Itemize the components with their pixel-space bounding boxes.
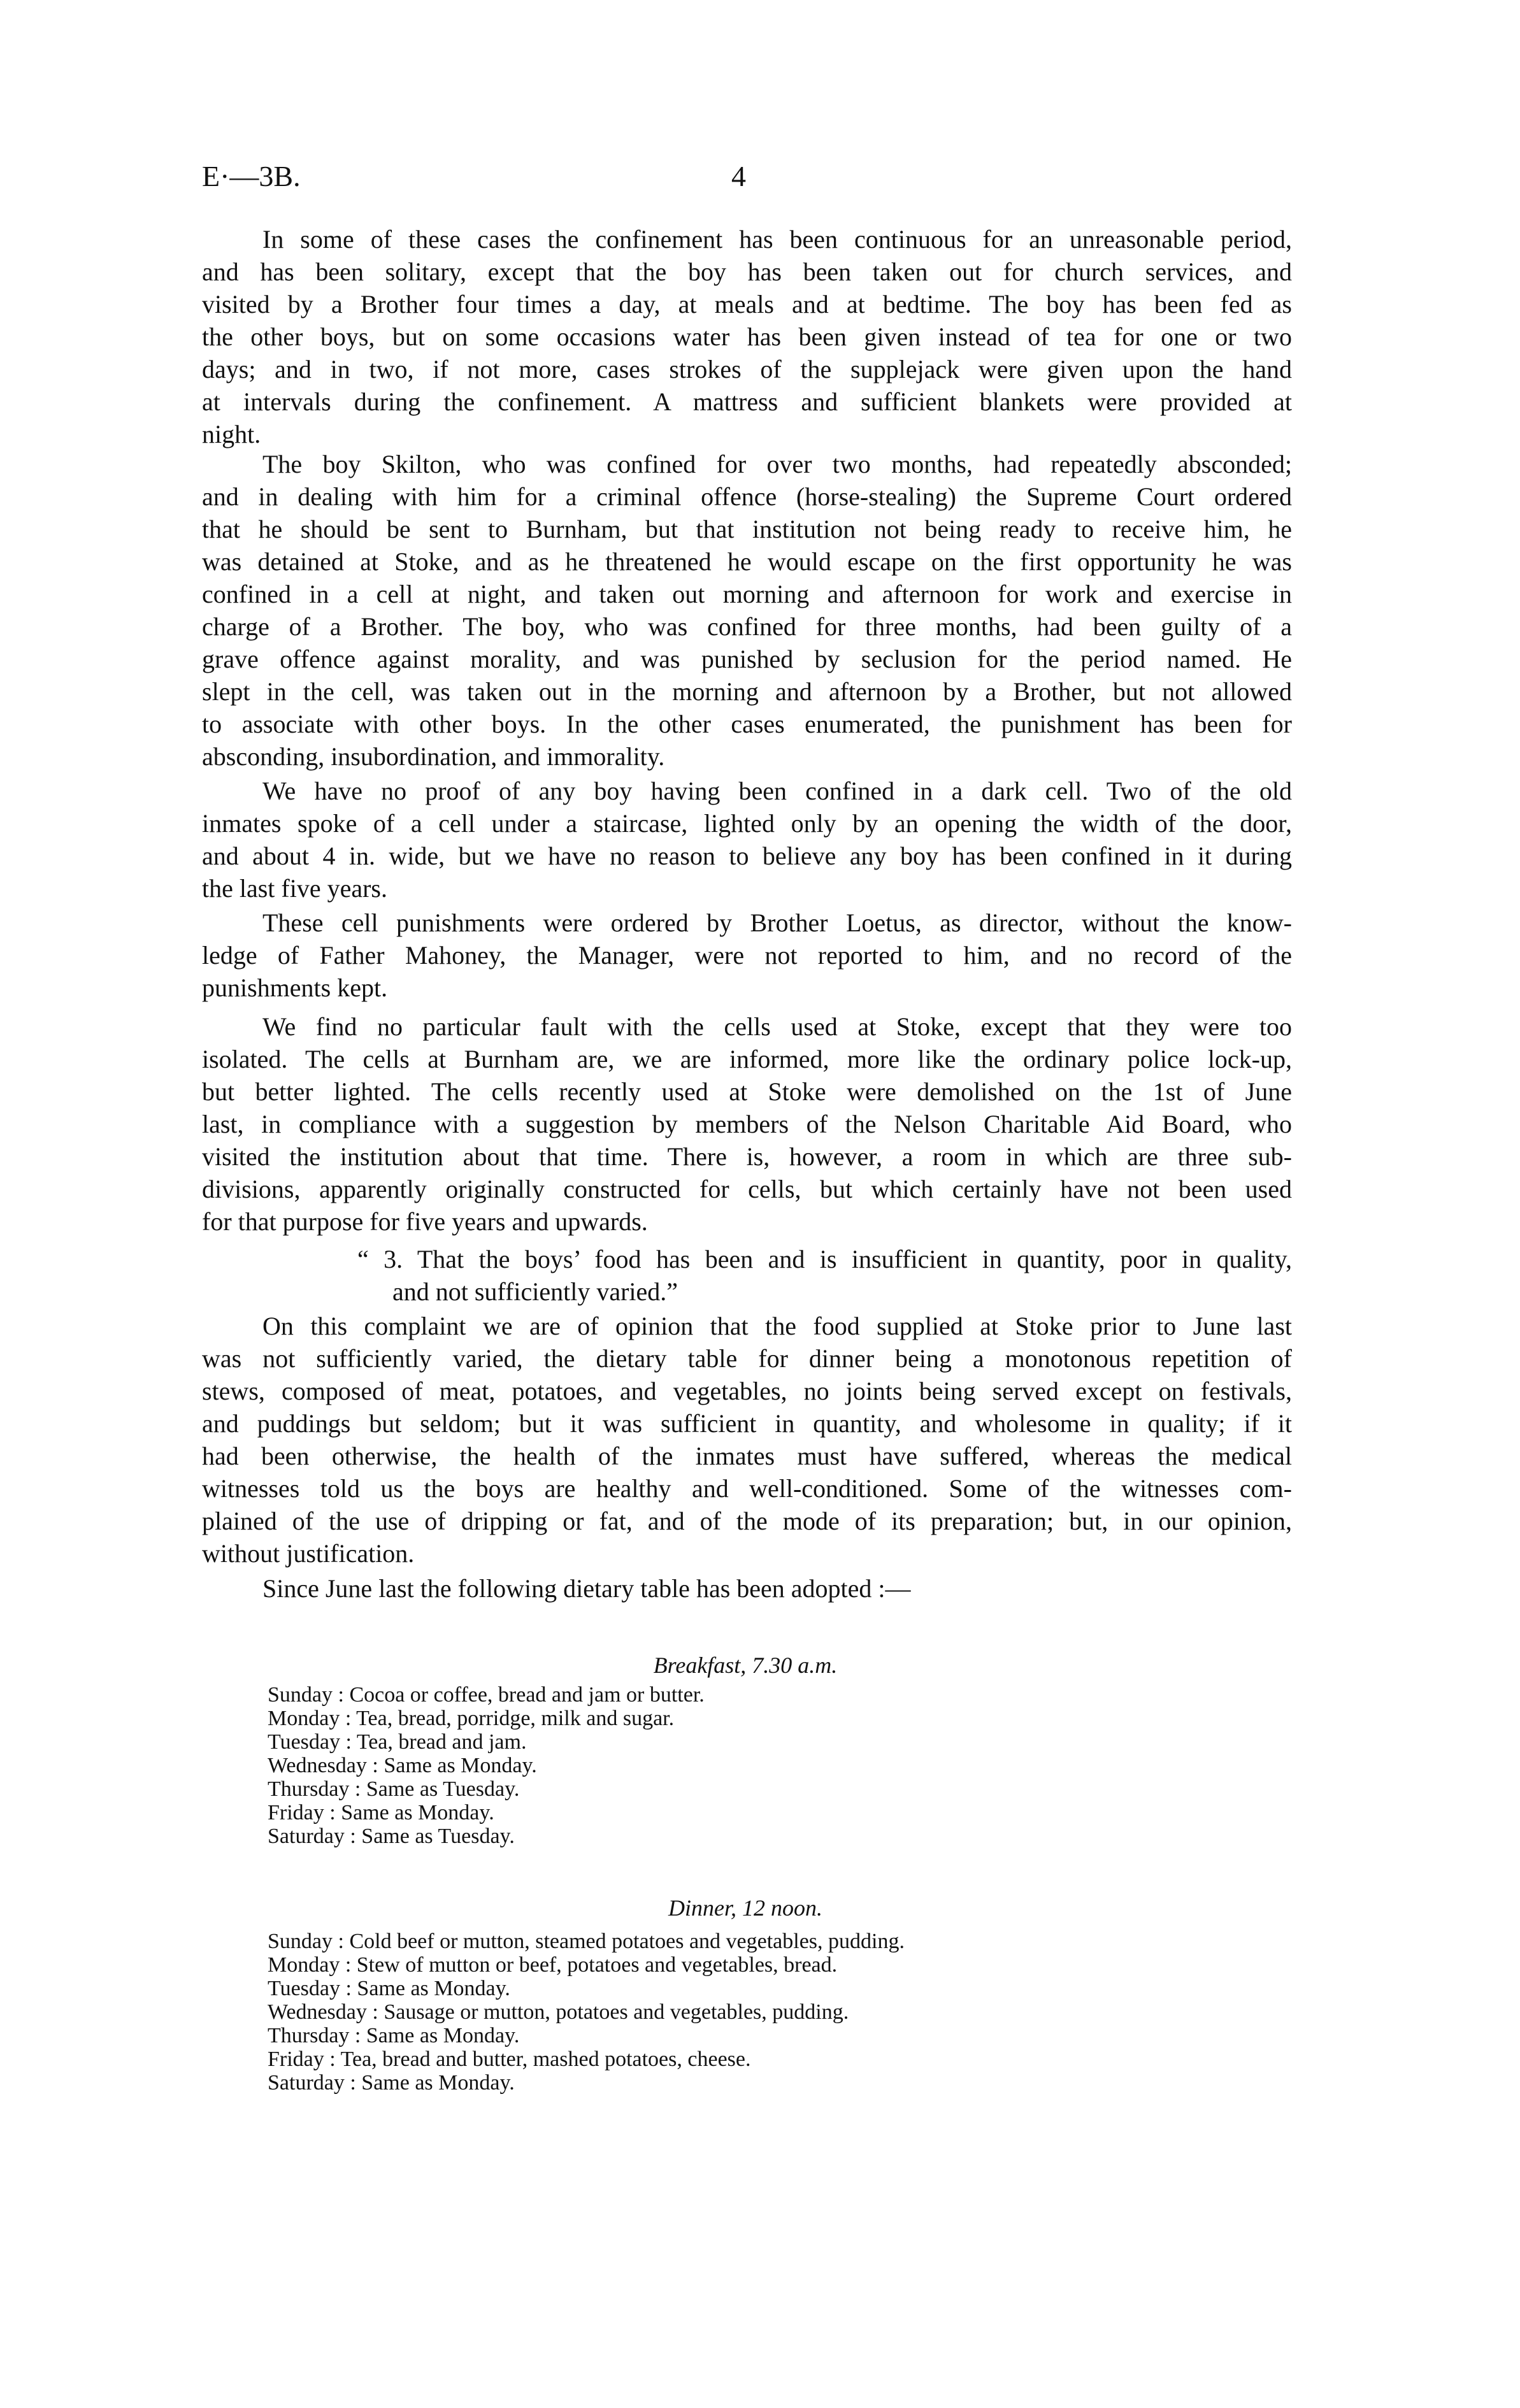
text-line: and has been solitary, except that the boy has been taken out for church services, and: [202, 257, 1292, 286]
breakfast-heading: Breakfast, 7.30 a.m.: [653, 1652, 838, 1678]
paragraph: [202, 907, 1292, 1004]
text-line: had been otherwise, the health of the inmates must have suffered, whereas the medical: [202, 1442, 1292, 1470]
text-line: to associate with other boys. In the other cases enumerated, the punishment has been for: [202, 710, 1292, 738]
text-line: and not sufficiently varied.”: [392, 1277, 678, 1306]
text-line: last, in compliance with a suggestion by members of the Nelson Charitable Aid Board, who: [202, 1110, 1292, 1138]
text-line: that he should be sent to Burnham, but that institution not being ready to receive him, he: [202, 515, 1292, 543]
text-line: grave offence against morality, and was punished by seclusion for the period named. He: [202, 645, 1292, 673]
text-line: slept in the cell, was taken out in the morning and afternoon by a Brother, but not allowed: [202, 677, 1292, 706]
text-line: The boy Skilton, who was confined for over two months, had repeatedly absconded;: [262, 450, 1292, 478]
dinner-item: Wednesday : Sausage or mutton, potatoes and vegetables, pudding.: [268, 2000, 849, 2024]
dinner-item: Monday : Stew of mutton or beef, potatoes and vegetables, bread.: [268, 1953, 838, 1977]
dinner-item: Tuesday : Same as Monday.: [268, 1977, 510, 2000]
paragraph: [202, 1310, 1292, 1570]
paragraph: [202, 223, 1292, 450]
text-line: night.: [202, 420, 261, 448]
breakfast-item: Saturday : Same as Tuesday.: [268, 1824, 515, 1848]
text-line: was detained at Stoke, and as he threatened he would escape on the first opportunity he was: [202, 547, 1292, 576]
paragraph: [202, 448, 1292, 773]
text-line: confined in a cell at night, and taken out morning and afternoon for work and exercise in: [202, 580, 1292, 608]
text-line: the last five years.: [202, 874, 387, 903]
text-line: In some of these cases the confinement has been continuous for an unreasonable period,: [262, 225, 1292, 254]
breakfast-item: Monday : Tea, bread, porridge, milk and sugar.: [268, 1707, 675, 1730]
text-line: witnesses told us the boys are healthy and well-conditioned. Some of the witnesses com-: [202, 1474, 1292, 1503]
text-line: These cell punishments were ordered by Brother Loetus, as director, without the know-: [262, 908, 1292, 937]
text-line: was not sufficiently varied, the dietary table for dinner being a monotonous repetition of: [202, 1344, 1292, 1373]
breakfast-list: [268, 1683, 705, 1848]
text-line: stews, composed of meat, potatoes, and vegetables, no joints being served except on festivals,: [202, 1377, 1292, 1405]
text-line: without justification.: [202, 1539, 415, 1568]
dinner-heading: Dinner, 12 noon.: [668, 1895, 822, 1921]
text-line: inmates spoke of a cell under a staircase, lighted only by an opening the width of the door,: [202, 809, 1292, 838]
text-line: and puddings but seldom; but it was sufficient in quantity, and wholesome in quality; if it: [202, 1409, 1292, 1438]
text-line: visited the institution about that time. There is, however, a room in which are three sub-: [202, 1142, 1292, 1171]
dinner-item: Thursday : Same as Monday.: [268, 2024, 520, 2047]
page-number: 4: [731, 160, 746, 192]
text-line: charge of a Brother. The boy, who was confined for three months, had been guilty of a: [202, 612, 1292, 641]
text-line: plained of the use of dripping or fat, and of the mode of its preparation; but, in our opinion,: [202, 1507, 1292, 1535]
complaint-quote: [357, 1243, 1292, 1308]
breakfast-item: Friday : Same as Monday.: [268, 1801, 494, 1824]
text-line: “ 3. That the boys’ food has been and is insufficient in quantity, poor in quality,: [357, 1245, 1292, 1273]
breakfast-item: Tuesday : Tea, bread and jam.: [268, 1730, 527, 1754]
dinner-list: [268, 1930, 905, 2095]
paragraph: [202, 775, 1292, 905]
text-line: On this complaint we are of opinion that the food supplied at Stoke prior to June last: [262, 1312, 1292, 1340]
breakfast-item: Thursday : Same as Tuesday.: [268, 1777, 520, 1801]
text-line: but better lighted. The cells recently used at Stoke were demolished on the 1st of June: [202, 1077, 1292, 1106]
text-line: absconding, insubordination, and immorality.: [202, 742, 665, 771]
dinner-item: Saturday : Same as Monday.: [268, 2071, 515, 2095]
text-line: ledge of Father Mahoney, the Manager, were not reported to him, and no record of the: [202, 941, 1292, 970]
text-line: for that purpose for five years and upwards.: [202, 1207, 648, 1236]
text-line: divisions, apparently originally constructed for cells, but which certainly have not been used: [202, 1175, 1292, 1203]
text-line: We find no particular fault with the cells used at Stoke, except that they were too: [262, 1012, 1292, 1041]
text-line: and about 4 in. wide, but we have no reason to believe any boy has been confined in it during: [202, 842, 1292, 870]
text-line: and in dealing with him for a criminal offence (horse-stealing) the Supreme Court ordered: [202, 482, 1292, 511]
paragraph: [202, 1572, 1292, 1605]
text-line: at intervals during the confinement. A mattress and sufficient blankets were provided at: [202, 387, 1292, 416]
dinner-item: Sunday : Cold beef or mutton, steamed potatoes and vegetables, pudding.: [268, 1930, 905, 1953]
text-line: visited by a Brother four times a day, at meals and at bedtime. The boy has been fed as: [202, 290, 1292, 319]
breakfast-item: Sunday : Cocoa or coffee, bread and jam or butter.: [268, 1683, 705, 1707]
dinner-item: Friday : Tea, bread and butter, mashed potatoes, cheese.: [268, 2047, 751, 2071]
text-line: the other boys, but on some occasions water has been given instead of tea for one or two: [202, 322, 1292, 351]
document-reference: E·—3B.: [202, 160, 301, 192]
text-line: days; and in two, if not more, cases strokes of the supplejack were given upon the hand: [202, 355, 1292, 383]
paragraph: [202, 1010, 1292, 1238]
text-line: We have no proof of any boy having been confined in a dark cell. Two of the old: [262, 777, 1292, 805]
text-line: punishments kept.: [202, 973, 388, 1002]
text-line: isolated. The cells at Burnham are, we are informed, more like the ordinary police lock-up,: [202, 1045, 1292, 1073]
breakfast-item: Wednesday : Same as Monday.: [268, 1754, 537, 1777]
text-line: Since June last the following dietary table has been adopted :—: [262, 1574, 911, 1603]
